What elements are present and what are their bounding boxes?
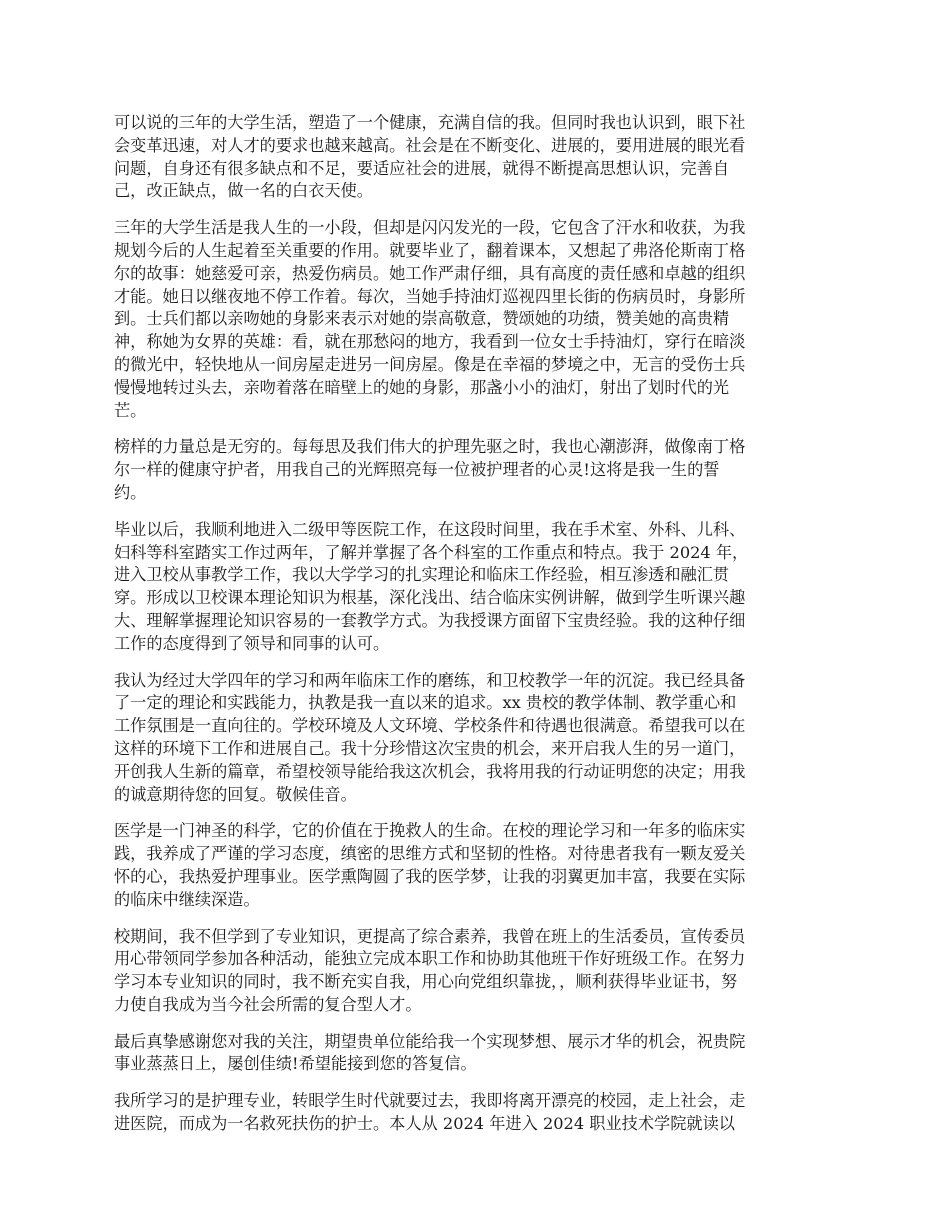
paragraph-7: 校期间，我不但学到了专业知识，更提高了综合素养，我曾在班上的生活委员，宣传委员 用心带领同学参加各种活动，能独立完成本职工作和协助其他班干作好班级工作。在努力 学习本专业知识的同时，我不断充实自我，用心向党组织靠拢，，顺利获得毕业证书，努 力使自我成为当今社会所需的复合型人才。: [114, 926, 746, 1014]
paragraph-4: 毕业以后，我顺利地进入二级甲等医院工作，在这段时间里，我在手术室、外科、儿科、 妇科等科室踏实工作过两年，了解并掌握了各个科室的工作重点和特点。我于 2024 年， 进入卫校从事教学工作，我以大学学习的扎实理论和临床工作经验，相互渗透和融汇贯 穿。形成以卫校课本理论知识为根基，深化浅出、结合临床实例讲解，做到学生听课兴趣 大、理解掌握理论知识容易的一套教学方式。为我授课方面留下宝贵经验。我的这种仔细 工作的态度得到了领导和同事的认可。: [114, 519, 749, 653]
paragraph-8: 最后真挚感谢您对我的关注，期望贵单位能给我一个实现梦想、展示才华的机会，祝贵院 事业蒸蒸日上，屡创佳绩!希望能接到您的答复信。: [114, 1031, 746, 1074]
paragraph-5: 我认为经过大学四年的学习和两年临床工作的磨练，和卫校教学一年的沉淀。我已经具备 了一定的理论和实践能力，执教是我一直以来的追求。xx 贵校的教学体制、教学重心和 工作氛围是一直向往的。学校环境及人文环境、学校条件和待遇也很满意。希望我可以在 这样的环境下工作和进展自己。我十分珍惜这次宝贵的机会，来开启我人生的另一道门， 开创我人生新的篇章，希望校领导能给我这次机会，我将用我的行动证明您的决定；用我 的诚意期待您的回复。敬候佳音。: [114, 670, 746, 804]
document-page: [114, 112, 836, 1150]
paragraph-2: 三年的大学生活是我人生的一小段，但却是闪闪发光的一段，它包含了汗水和收获，为我 规划今后的人生起着至关重要的作用。就要毕业了，翻着课本，又想起了弗洛伦斯南丁格 尔的故事：她慈爱可亲，热爱伤病员。她工作严肃仔细，具有高度的责任感和卓越的组织 才能。她日以继夜地不停工作着。每次，当她手持油灯巡视四里长街的伤病员时，身影所 到。士兵们都以亲吻她的身影来表示对她的崇高敬意，赞颂她的功绩，赞美她的高贵精 神，称她为女界的英雄：看，就在那愁闷的地方，我看到一位女士手持油灯，穿行在暗淡 的微光中，轻快地从一间房屋走进另一间房屋。像是在幸福的梦境之中，无言的受伤士兵 慢慢地转过头去，亲吻着落在暗壁上的她的身影，那盏小小的油灯，射出了划时代的光 芒。: [114, 218, 746, 420]
paragraph-6: 医学是一门神圣的科学，它的价值在于挽救人的生命。在校的理论学习和一年多的临床实 践，我养成了严谨的学习态度，缜密的思维方式和坚韧的性格。对待患者我有一颗友爱关 怀的心，我热爱护理事业。医学熏陶圆了我的医学梦，让我的羽翼更加丰富，我要在实际 的临床中继续深造。: [114, 821, 746, 909]
paragraph-1: 可以说的三年的大学生活，塑造了一个健康，充满自信的我。但同时我也认识到，眼下社 会变革迅速，对人才的要求也越来越高。社会是在不断变化、进展的，要用进展的眼光看 问题，自身还有很多缺点和不足，要适应社会的进展，就得不断提高思想认识，完善自 己，改正缺点，做一名的白衣天使。: [114, 113, 746, 201]
paragraph-9: 我所学习的是护理专业，转眼学生时代就要过去，我即将离开漂亮的校园，走上社会，走 进医院，而成为一名救死扶伤的护士。本人从 2024 年进入 2024 职业技术学院就读以: [114, 1091, 746, 1134]
paragraph-3: 榜样的力量总是无穷的。每每思及我们伟大的护理先驱之时，我也心潮澎湃，做像南丁格 尔一样的健康守护者，用我自己的光辉照亮每一位被护理者的心灵!这将是我一生的誓 约。: [114, 437, 746, 502]
